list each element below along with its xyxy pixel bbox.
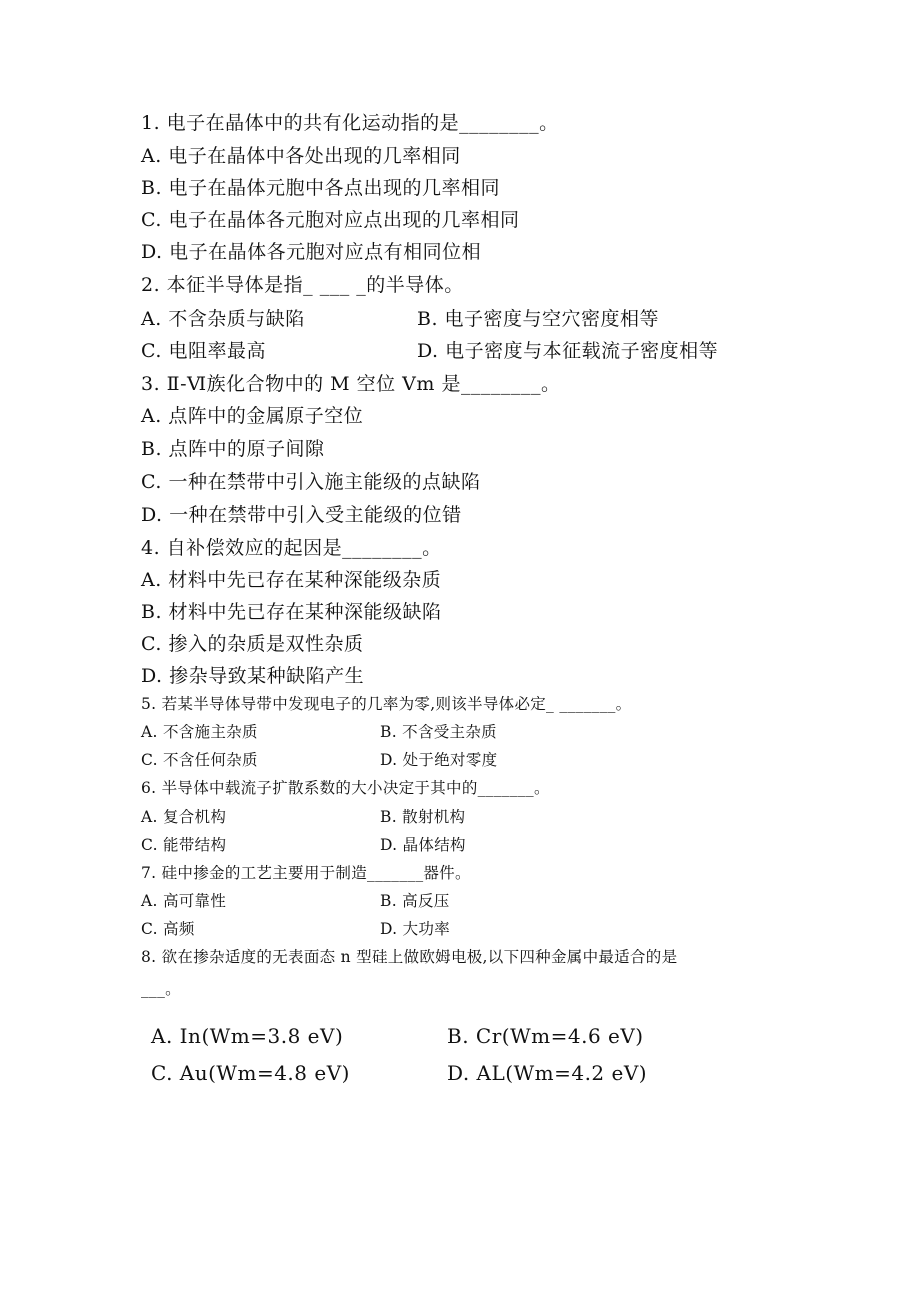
question-4-option-c: C. 掺入的杂质是双性杂质 (141, 633, 364, 655)
question-8-stem: 8. 欲在掺杂适度的无表面态 n 型硅上做欧姆电极,以下四种金属中最适合的是 (141, 948, 678, 966)
question-2-stem: 2. 本征半导体是指_ ___ _的半导体。 (141, 274, 464, 296)
question-5-option-a: A. 不含施主杂质 (141, 723, 258, 741)
question-8-option-d: D. AL(Wm=4.2 eV) (447, 1061, 648, 1085)
question-1-option-a: A. 电子在晶体中各处出现的几率相同 (141, 145, 461, 167)
question-6-option-a: A. 复合机构 (141, 808, 227, 826)
question-5-option-b: B. 不含受主杂质 (380, 723, 497, 741)
question-8-option-c: C. Au(Wm=4.8 eV) (151, 1061, 350, 1085)
question-5-option-c: C. 不含任何杂质 (141, 751, 258, 769)
question-6-option-c: C. 能带结构 (141, 836, 227, 854)
question-2-option-a: A. 不含杂质与缺陷 (141, 308, 305, 330)
question-1-stem: 1. 电子在晶体中的共有化运动指的是________。 (141, 112, 559, 134)
question-3-option-b: B. 点阵中的原子间隙 (141, 438, 325, 460)
question-3-option-a: A. 点阵中的金属原子空位 (141, 405, 364, 427)
question-4-stem: 4. 自补偿效应的起因是________。 (141, 537, 442, 559)
question-6-option-b: B. 散射机构 (380, 808, 466, 826)
question-5-stem: 5. 若某半导体导带中发现电子的几率为零,则该半导体必定_ _______。 (141, 695, 632, 713)
question-1-option-b: B. 电子在晶体元胞中各点出现的几率相同 (141, 177, 501, 199)
question-8-option-b: B. Cr(Wm=4.6 eV) (447, 1024, 644, 1048)
question-7-option-c: C. 高频 (141, 920, 195, 938)
question-1-option-d: D. 电子在晶体各元胞对应点有相同位相 (141, 241, 482, 263)
question-2-option-b: B. 电子密度与空穴密度相等 (417, 308, 660, 330)
question-4-option-d: D. 掺杂导致某种缺陷产生 (141, 665, 365, 687)
question-1-option-c: C. 电子在晶体各元胞对应点出现的几率相同 (141, 209, 520, 231)
question-8-option-a: A. In(Wm=3.8 eV) (151, 1024, 344, 1048)
question-2-option-d: D. 电子密度与本征载流子密度相等 (417, 340, 719, 362)
question-6-stem: 6. 半导体中载流子扩散系数的大小决定于其中的_______。 (141, 779, 550, 797)
question-8-stem-continued: ___。 (141, 980, 181, 998)
question-7-option-d: D. 大功率 (380, 920, 451, 938)
question-7-stem: 7. 硅中掺金的工艺主要用于制造_______器件。 (141, 864, 471, 882)
question-7-option-a: A. 高可靠性 (141, 892, 227, 910)
question-4-option-b: B. 材料中先已存在某种深能级缺陷 (141, 601, 442, 623)
question-5-option-d: D. 处于绝对零度 (380, 751, 498, 769)
question-3-stem: 3. Ⅱ-Ⅵ族化合物中的 M 空位 Vm 是________。 (141, 373, 561, 395)
question-3-option-c: C. 一种在禁带中引入施主能级的点缺陷 (141, 471, 481, 493)
question-2-option-c: C. 电阻率最高 (141, 340, 266, 362)
question-7-option-b: B. 高反压 (380, 892, 450, 910)
question-6-option-d: D. 晶体结构 (380, 836, 466, 854)
question-4-option-a: A. 材料中先已存在某种深能级杂质 (141, 569, 442, 591)
question-3-option-d: D. 一种在禁带中引入受主能级的位错 (141, 504, 462, 526)
